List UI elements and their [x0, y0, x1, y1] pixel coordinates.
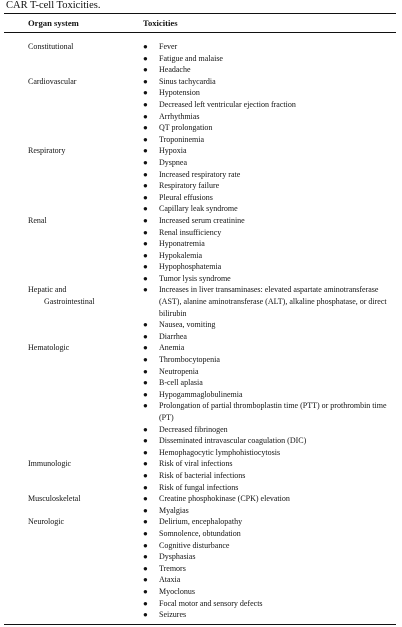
toxicity-text: Hyponatremia: [159, 239, 205, 249]
toxicity-list: [143, 215, 402, 285]
bullet-icon: ●: [143, 123, 148, 133]
list-item: [143, 516, 387, 528]
toxicity-text: Diarrhea: [159, 331, 187, 341]
list-item: [143, 377, 387, 389]
list-item: [143, 586, 387, 598]
bullet-icon: ●: [143, 563, 148, 573]
toxicity-text: Hypoxia: [159, 146, 187, 156]
toxicity-text: Renal insufficiency: [159, 227, 222, 237]
toxicity-text: Respiratory failure: [159, 181, 220, 191]
toxicity-text: Risk of bacterial infections: [159, 470, 246, 480]
list-item: [143, 424, 387, 436]
list-item: [143, 203, 387, 215]
organ-system-name: [28, 76, 138, 88]
list-item: [143, 563, 387, 575]
toxicity-list: [143, 145, 402, 215]
list-item: [143, 227, 387, 239]
toxicity-text: Headache: [159, 65, 191, 75]
organ-system-name: [28, 284, 138, 307]
list-item: [143, 458, 387, 470]
table-row: [0, 342, 402, 458]
bullet-icon: ●: [143, 134, 148, 144]
bullet-icon: ●: [143, 204, 148, 214]
bullet-icon: ●: [143, 88, 148, 98]
bullet-icon: ●: [143, 447, 148, 457]
organ-system-label: Respiratory: [28, 146, 66, 156]
toxicity-text: Arrhythmias: [159, 111, 200, 121]
bullet-icon: ●: [143, 331, 148, 341]
list-item: [143, 331, 387, 343]
toxicity-text: Cognitive disturbance: [159, 540, 230, 550]
bullet-icon: ●: [143, 65, 148, 75]
list-item: [143, 180, 387, 192]
bullet-icon: ●: [143, 517, 148, 527]
bullet-icon: ●: [143, 436, 148, 446]
toxicity-list: [143, 41, 402, 76]
list-item: [143, 482, 387, 494]
bullet-icon: ●: [143, 598, 148, 608]
bullet-icon: ●: [143, 343, 148, 353]
toxicity-text: Nausea, vomiting: [159, 320, 216, 330]
toxicity-text: Tumor lysis syndrome: [159, 273, 231, 283]
bullet-icon: ●: [143, 586, 148, 596]
organ-system-label: Immunologic: [28, 459, 72, 469]
bullet-icon: ●: [143, 494, 148, 504]
list-item: [143, 76, 387, 88]
organ-system-name: [28, 493, 138, 505]
toxicity-text: Neutropenia: [159, 366, 199, 376]
toxicity-text: Myalgias: [159, 505, 189, 515]
toxicity-text: Increases in liver transaminases: elevated aspartate aminotransferase (AST), alanine aminotransferase (ALT), alkaline phosphatase, or direct bilirubin: [159, 285, 387, 318]
toxicity-list: [143, 458, 402, 493]
list-item: [143, 319, 387, 331]
organ-system-name: [28, 458, 138, 470]
list-item: [143, 551, 387, 563]
list-item: [143, 505, 387, 517]
bullet-icon: ●: [143, 528, 148, 538]
list-item: [143, 354, 387, 366]
organ-system-name: [28, 342, 138, 354]
toxicity-text: Prolongation of partial thromboplastin time (PTT) or prothrombin time (PT): [159, 401, 387, 422]
toxicity-text: Myoclonus: [159, 586, 195, 596]
organ-system-label: Gastrointestinal: [44, 297, 95, 307]
bullet-icon: ●: [143, 610, 148, 620]
toxicity-text: Hypotension: [159, 88, 200, 98]
bullet-icon: ●: [143, 215, 148, 225]
table-row: [0, 145, 402, 215]
bullet-icon: ●: [143, 552, 148, 562]
list-item: [143, 435, 387, 447]
toxicity-text: Decreased left ventricular ejection fraction: [159, 99, 296, 109]
table-row: [0, 41, 402, 76]
organ-system-label: Constitutional: [28, 42, 74, 51]
list-item: [143, 366, 387, 378]
table-row: [0, 284, 402, 342]
table-caption: CAR T-cell Toxicities.: [6, 0, 101, 11]
organ-system-label: Musculoskeletal: [28, 494, 81, 504]
organ-system-label: Cardiovascular: [28, 76, 77, 86]
toxicity-text: Troponinemia: [159, 134, 205, 144]
list-item: [143, 41, 387, 53]
list-item: [143, 238, 387, 250]
table-row: [0, 516, 402, 620]
toxicity-text: Ataxia: [159, 575, 181, 585]
list-item: [143, 284, 387, 319]
bullet-icon: ●: [143, 53, 148, 63]
list-item: [143, 493, 387, 505]
organ-system-name: [28, 215, 138, 227]
toxicity-list: [143, 76, 402, 146]
toxicity-list: [143, 342, 402, 458]
header-toxicities: Toxicities: [143, 18, 178, 28]
toxicity-text: Hemophagocytic lymphohistiocytosis: [159, 447, 281, 457]
list-item: [143, 122, 387, 134]
bullet-icon: ●: [143, 540, 148, 550]
list-item: [143, 99, 387, 111]
toxicity-text: Risk of viral infections: [159, 459, 233, 469]
toxicity-text: Risk of fungal infections: [159, 482, 239, 492]
list-item: [143, 609, 387, 621]
organ-system-label: Hematologic: [28, 343, 70, 353]
toxicity-text: Thrombocytopenia: [159, 355, 220, 365]
list-item: [143, 64, 387, 76]
bullet-icon: ●: [143, 505, 148, 515]
table-row: [0, 493, 402, 516]
toxicity-text: Dyspnea: [159, 157, 187, 167]
organ-system-label: Renal: [28, 215, 47, 225]
bullet-icon: ●: [143, 169, 148, 179]
bullet-icon: ●: [143, 227, 148, 237]
list-item: [143, 134, 387, 146]
list-item: [143, 342, 387, 354]
toxicity-text: Increased serum creatinine: [159, 215, 245, 225]
list-item: [143, 447, 387, 459]
list-item: [143, 111, 387, 123]
toxicity-text: Dysphasias: [159, 552, 196, 562]
list-item: [143, 250, 387, 262]
toxicity-text: Anemia: [159, 343, 185, 353]
list-item: [143, 192, 387, 204]
table-body: [0, 41, 402, 621]
list-item: [143, 574, 387, 586]
toxicity-text: Sinus tachycardia: [159, 76, 216, 86]
toxicity-text: Pleural effusions: [159, 192, 213, 202]
header-organ-system: Organ system: [28, 18, 79, 28]
bullet-icon: ●: [143, 157, 148, 167]
table-row: [0, 76, 402, 146]
bullet-icon: ●: [143, 250, 148, 260]
bullet-icon: ●: [143, 470, 148, 480]
bullet-icon: ●: [143, 401, 148, 411]
toxicity-text: B-cell aplasia: [159, 378, 203, 388]
bullet-icon: ●: [143, 320, 148, 330]
list-item: [143, 528, 387, 540]
bullet-icon: ●: [143, 181, 148, 191]
list-item: [143, 540, 387, 552]
toxicity-text: Capillary leak syndrome: [159, 204, 238, 214]
organ-system-label: Neurologic: [28, 517, 64, 527]
bullet-icon: ●: [143, 482, 148, 492]
toxicity-text: Somnolence, obtundation: [159, 528, 241, 538]
list-item: [143, 400, 387, 423]
toxicity-text: Focal motor and sensory defects: [159, 598, 263, 608]
bullet-icon: ●: [143, 355, 148, 365]
toxicity-text: Hypophosphatemia: [159, 262, 222, 272]
bullet-icon: ●: [143, 285, 148, 295]
toxicity-text: Increased respiratory rate: [159, 169, 241, 179]
bullet-icon: ●: [143, 389, 148, 399]
bullet-icon: ●: [143, 111, 148, 121]
bullet-icon: ●: [143, 273, 148, 283]
organ-system-name: [28, 145, 138, 157]
toxicity-text: QT prolongation: [159, 123, 213, 133]
toxicity-text: Hypogammaglobulinemia: [159, 389, 243, 399]
header-rule: [4, 32, 396, 33]
bullet-icon: ●: [143, 146, 148, 156]
bullet-icon: ●: [143, 378, 148, 388]
bullet-icon: ●: [143, 424, 148, 434]
bullet-icon: ●: [143, 262, 148, 272]
organ-system-name: [28, 41, 138, 53]
bottom-rule: [4, 624, 396, 625]
toxicity-text: Seizures: [159, 610, 187, 620]
organ-system-label: Hepatic and: [28, 285, 67, 295]
bullet-icon: ●: [143, 575, 148, 585]
bullet-icon: ●: [143, 239, 148, 249]
toxicity-text: Decreased fibrinogen: [159, 424, 228, 434]
bullet-icon: ●: [143, 42, 148, 51]
list-item: [143, 169, 387, 181]
toxicity-text: Delirium, encephalopathy: [159, 517, 243, 527]
list-item: [143, 157, 387, 169]
table-row: [0, 215, 402, 285]
list-item: [143, 215, 387, 227]
top-rule: [4, 13, 396, 14]
bullet-icon: ●: [143, 459, 148, 469]
bullet-icon: ●: [143, 76, 148, 86]
toxicity-text: Creatine phosphokinase (CPK) elevation: [159, 494, 290, 504]
list-item: [143, 598, 387, 610]
toxicity-text: Fever: [159, 42, 178, 51]
list-item: [143, 261, 387, 273]
bullet-icon: ●: [143, 192, 148, 202]
bullet-icon: ●: [143, 366, 148, 376]
list-item: [143, 145, 387, 157]
toxicity-text: Hypokalemia: [159, 250, 203, 260]
list-item: [143, 53, 387, 65]
list-item: [143, 273, 387, 285]
toxicity-list: [143, 284, 402, 342]
bullet-icon: ●: [143, 99, 148, 109]
toxicity-list: [143, 493, 402, 516]
table-row: [0, 458, 402, 493]
toxicity-text: Disseminated intravascular coagulation (DIC): [159, 436, 307, 446]
organ-system-name: [28, 516, 138, 528]
toxicity-text: Fatigue and malaise: [159, 53, 223, 63]
toxicity-text: Tremors: [159, 563, 186, 573]
toxicity-list: [143, 516, 402, 620]
list-item: [143, 87, 387, 99]
list-item: [143, 470, 387, 482]
list-item: [143, 389, 387, 401]
